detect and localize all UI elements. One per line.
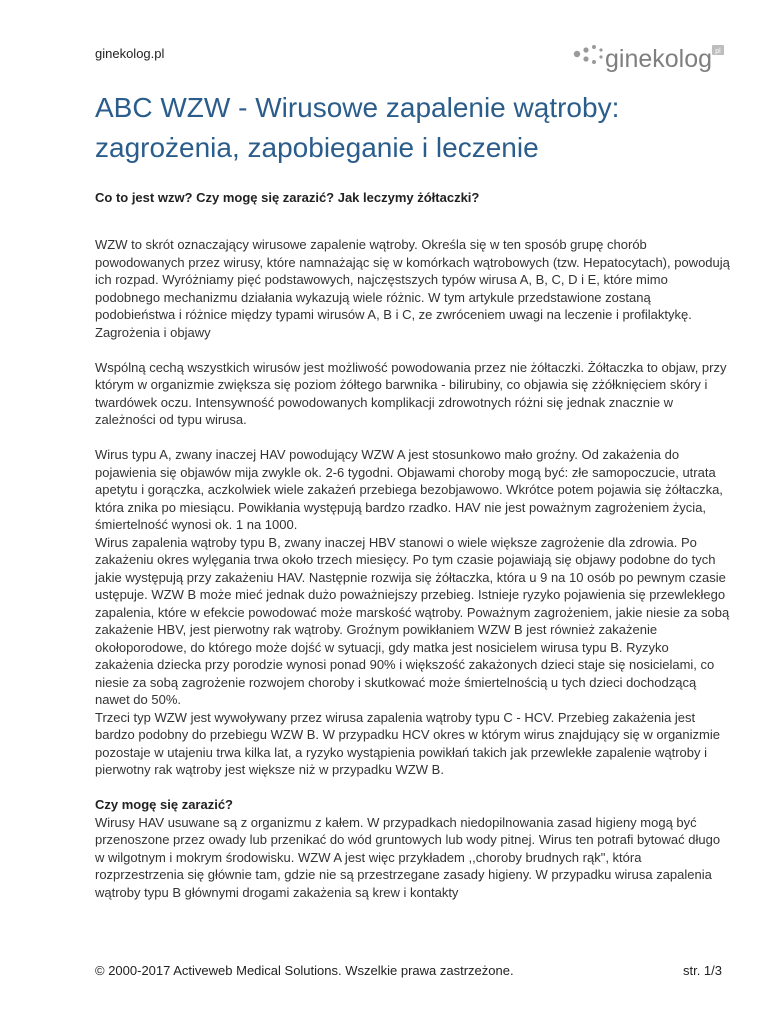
paragraph-transmission: Wirusy HAV usuwane są z organizmu z kałem. W przypadkach niedopilnowania zasad higieny mogą być przenoszone przez owady lub przenikać do wód gruntowych lub wody pitnej. Wirus ten potrafi bytować długo w wilgotnym i mokrym środowisku. WZW A jest więc przykładem ,,choroby brudnych rąk", która rozprzestrzenia się głównie tam, gdzie nie są przestrzegane zasady higieny. W przypadku wirusa zapalenia wątroby typu B głównymi drogami zakażenia są krew i kontakty (95, 814, 721, 900)
article-title: ABC WZW - Wirusowe zapalenie wątroby: zagrożenia, zapobieganie i leczenie (95, 92, 620, 163)
footer-copyright: © 2000-2017 Activeweb Medical Solutions. Wszelkie prawa zastrzeżone. (95, 963, 514, 978)
section-label-threats: Zagrożenia i objawy (95, 324, 211, 340)
section-heading-infection: Czy mogę się zarazić? (95, 797, 233, 812)
header-site-name: ginekolog.pl (95, 46, 165, 61)
article-lead: Co to jest wzw? Czy mogę się zarazić? Jak leczymy żółtaczki? (95, 190, 480, 205)
paragraph-jaundice: Wspólną cechą wszystkich wirusów jest możliwość powodowania przez nie żółtaczki. Żółtaczka to objaw, przy którym w organizmie zwiększa się poziom żółtego barwnika - bilirubiny, co objawia się zżółknięciem skóry i twardówek oczu. Intensywność powodowanych komplikacji zdrowotnych różni się jednak znacznie w zależności od typu wirusa. (95, 359, 727, 427)
logo-badge-text: pl (715, 48, 721, 55)
paragraph-intro: WZW to skrót oznaczający wirusowe zapalenie wątroby. Określa się w ten sposób grupę chorób powodowanych przez wirusy, które namnażając się w komórkach wątrobowych (tzw. Hepatocytach), powodują ich rozpad. Wyróżniamy pięć podstawowych, najczęstszych typów wirusa A, B, C, D i E, które mimo podobnego mechanizmu działania wykazują wiele różnic. W tym artykule przedstawione zostaną podobieństwa i różnice między typami wirusów A, B i C, ze zwróceniem uwagi na leczenie i profilaktykę. (95, 237, 730, 322)
ginekolog-logo (573, 42, 725, 74)
article-body (95, 236, 730, 901)
logo-dots-icon (574, 45, 603, 64)
logo-graphic (573, 42, 725, 74)
paragraph-hav: Wirus typu A, zwany inaczej HAV powodujący WZW A jest stosunkowo mało groźny. Od zakażenia do pojawienia się objawów mija zwykle ok. 2-6 tygodni. Objawami choroby mogą być: złe samopoczucie, utrata apetytu i gorączka, aczkolwiek wiele zakażeń przebiega bezobjawowo. Wkrótce potem pojawia się żółtaczka, która znika po miesiącu. Powikłania występują bardzo rzadko. HAV nie jest poważnym zagrożeniem życia, śmiertelność wynosi ok. 1 na 1000. (95, 447, 723, 532)
footer-page-number: str. 1/3 (682, 963, 722, 978)
logo-wordmark: ginekolog (605, 45, 713, 73)
paragraph-hbv: Wirus zapalenia wątroby typu B, zwany inaczej HBV stanowi o wiele większe zagrożenie dla zdrowia. Po zakażeniu okres wylęgania trwa około trzech miesięcy. Po tym czasie pojawiają się objawy podobne do tych jakie występują przy zakażeniu HAV. Następnie rozwija się żółtaczka, która u 9 na 10 osób po pewnym czasie ustępuje. WZW B może mieć jednak dużo poważniejszy przebieg. Istnieje ryzyko pojawienia się przewlekłego zapalenia, które w efekcie powodować może marskość wątroby. Poważnym zagrożeniem, jakie niesie za sobą zakażenie HBV, jest pierwotny rak wątroby. Groźnym powikłaniem WZW B jest również zakażenie okołoporodowe, do którego może dojść w sytuacji, gdy matka jest nosicielem wirusa typu B. Ryzyko zakażenia dziecka przy porodzie wynosi ponad 90% i większość zakażonych dzieci staje się nosicielami, co niesie za sobą zagrożenie rozwojem choroby i skutkować może śmiertelnością u tych dzieci dochodzącą nawet do 50%. (95, 534, 730, 707)
paragraph-hcv: Trzeci typ WZW jest wywoływany przez wirusa zapalenia wątroby typu C - HCV. Przebieg zakażenia jest bardzo podobny do przebiegu WZW B. W przypadku HCV okres w którym wirus znajdujący się w organizmie pozostaje w utajeniu trwa kilka lat, a ryzyko wystąpienia powikłań takich jak przewlekłe zapalenie wątroby i pierwotny rak wątroby jest większe niż w przypadku WZW B. (95, 709, 720, 777)
